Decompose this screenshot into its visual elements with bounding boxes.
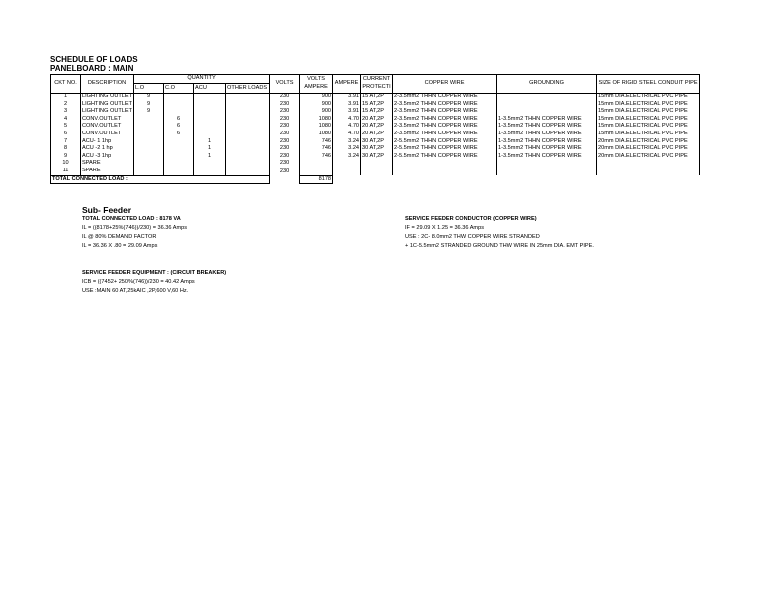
volts-cell: 230 xyxy=(270,101,300,108)
header-description: DESCRIPTION xyxy=(81,75,134,94)
volts-ampere-cell: 1080 xyxy=(300,131,333,138)
panelboard-label: PANELBOARD : MAIN xyxy=(50,64,134,73)
grounding-cell xyxy=(497,93,597,101)
acu-qty-cell: 1 xyxy=(194,153,226,160)
ckt-no-cell: 7 xyxy=(51,138,81,145)
other-loads-cell xyxy=(226,160,270,167)
header-conduit: SIZE OF RIGID STEEL CONDUIT PIPE xyxy=(597,75,700,94)
copper-wire-cell: 2-5.5mm2 THHN COPPER WIRE xyxy=(393,138,497,145)
header-co: C.O xyxy=(164,84,194,93)
service-conductor-title: SERVICE FEEDER CONDUCTOR (COPPER WIRE) xyxy=(405,216,537,222)
ampere-cell: 4.70 xyxy=(333,123,361,130)
volts-ampere-cell xyxy=(300,160,333,167)
copper-wire-cell: 2-5.5mm2 THHN COPPER WIRE xyxy=(393,153,497,160)
demand-factor-text: IL @ 80% DEMAND FACTOR xyxy=(82,234,157,240)
header-other-loads: OTHER LOADS xyxy=(226,84,270,93)
grounding-cell xyxy=(497,168,597,176)
current-protection-cell: 15 AT,2P xyxy=(361,93,393,101)
acu-qty-cell xyxy=(194,101,226,108)
ckt-no-cell: 2 xyxy=(51,101,81,108)
table-row xyxy=(51,93,700,101)
table-row xyxy=(51,138,700,145)
description-cell: LIGHTING OUTLET xyxy=(82,93,133,100)
ampere-cell: 4.70 xyxy=(333,116,361,123)
grounding-cell: 1-3.5mm2 THHN COPPER WIRE xyxy=(497,131,597,138)
table-row xyxy=(51,145,700,152)
copper-wire-cell xyxy=(393,160,497,167)
other-loads-cell xyxy=(226,101,270,108)
total-label: TOTAL CONNECTED LOAD : xyxy=(51,175,270,183)
volts-cell: 230 xyxy=(270,160,300,167)
table-row xyxy=(51,108,700,115)
lo-qty-cell xyxy=(134,123,164,130)
grounding-cell: 1-3.5mm2 THHN COPPER WIRE xyxy=(497,138,597,145)
header-copper-wire: COPPER WIRE xyxy=(393,75,497,94)
ampere-cell xyxy=(333,168,361,176)
header-row-1 xyxy=(51,75,700,84)
lo-qty-cell xyxy=(134,160,164,167)
copper-wire-cell: 2-3.5mm2 THHN COPPER WIRE xyxy=(393,101,497,108)
acu-qty-cell xyxy=(194,93,226,101)
ampere-cell: 3.91 xyxy=(333,101,361,108)
volts-ampere-cell: 1080 xyxy=(300,123,333,130)
volts-cell: 230 xyxy=(270,138,300,145)
ckt-no-cell: 5 xyxy=(51,123,81,130)
volts-ampere-cell: 746 xyxy=(300,153,333,160)
table-row xyxy=(51,123,700,130)
if-calculation: IF = 29.09 X 1.25 = 36.36 Amps xyxy=(405,225,484,231)
grounding-cell xyxy=(497,160,597,167)
ckt-no-cell: 9 xyxy=(51,153,81,160)
icb-calculation: ICB = ((7452+ 250%(746))/230 = 40.42 Amps xyxy=(82,279,195,285)
copper-wire-cell: 2-3.5mm2 THHN COPPER WIRE xyxy=(393,108,497,115)
description-cell: SPARE xyxy=(81,160,134,167)
volts-cell: 230 xyxy=(270,123,300,130)
conduit-cell: 15mm DIA.ELECTRICAL PVC PIPE xyxy=(597,116,700,123)
il-calculation: IL = ((8178+25%(746))/230) = 36.36 Amps xyxy=(82,225,188,231)
co-qty-cell xyxy=(164,101,194,108)
grounding-cell: 1-3.5mm2 THHN COPPER WIRE xyxy=(497,145,597,152)
ckt-no-cell: 1 xyxy=(51,93,81,101)
acu-qty-cell xyxy=(194,168,226,176)
conduit-cell: 15mm DIA.ELECTRICAL PVC PIPE xyxy=(597,123,700,130)
volts-ampere-cell: 746 xyxy=(300,138,333,145)
lo-qty-cell xyxy=(134,138,164,145)
co-qty-cell: 6 xyxy=(164,123,194,130)
current-protection-cell xyxy=(361,168,393,176)
copper-wire-cell: 2-3.5mm2 THHN COPPER WIRE xyxy=(393,123,497,130)
ampere-cell: 3.91 xyxy=(333,93,361,101)
header-quantity: QUANTITY xyxy=(134,75,270,84)
header-ampere: AMPERE xyxy=(333,75,361,94)
conductor-use-line-1: USE : 2C- 8.0mm2 THW COPPER WIRE STRANDED xyxy=(405,234,540,240)
current-protection-cell: 30 AT,2P xyxy=(361,153,393,160)
conduit-cell: 20mm DIA.ELECTRICAL PVC PIPE xyxy=(597,138,700,145)
co-qty-cell xyxy=(164,145,194,152)
co-qty-cell xyxy=(164,153,194,160)
grounding-cell: 1-3.5mm2 THHN COPPER WIRE xyxy=(497,123,597,130)
conduit-cell xyxy=(597,160,700,167)
breaker-use-text: USE :MAIN 60 AT,25kAIC ,2P,600 V,60 Hz. xyxy=(82,288,189,294)
other-loads-cell xyxy=(226,93,270,101)
table-row xyxy=(51,153,700,160)
copper-wire-cell: 2-3.5mm2 THHN COPPER WIRE xyxy=(393,93,497,101)
description-cell: ACU- 1 1hp xyxy=(81,138,134,145)
lo-qty-cell xyxy=(134,168,164,176)
lo-qty-cell xyxy=(134,131,164,138)
current-protection-cell: 20 AT,2P xyxy=(361,131,393,138)
il-demand-calculation: IL = 36.36 X .80 = 29.09 Amps xyxy=(82,243,158,249)
ampere-cell: 3.24 xyxy=(333,153,361,160)
header-current-top: CURRENT xyxy=(361,75,393,84)
acu-qty-cell: 1 xyxy=(194,145,226,152)
ckt-no-cell: 6 xyxy=(51,131,81,138)
description-cell: CONV.OUTLET xyxy=(81,131,134,138)
other-loads-cell xyxy=(226,145,270,152)
table-row xyxy=(51,160,700,167)
description-cell: SPARE xyxy=(81,168,134,176)
current-protection-cell: 15 AT,2P xyxy=(361,101,393,108)
header-lo: L.O xyxy=(134,84,164,93)
total-connected-load-text: TOTAL CONNECTED LOAD : 8178 VA xyxy=(82,216,181,222)
co-qty-cell xyxy=(164,93,194,101)
co-qty-cell xyxy=(164,138,194,145)
lo-qty-cell: 9 xyxy=(134,101,164,108)
volts-ampere-cell: 746 xyxy=(300,145,333,152)
current-protection-cell: 20 AT,2P xyxy=(361,123,393,130)
ckt-no-cell: 8 xyxy=(51,145,81,152)
table-row xyxy=(51,116,700,123)
conduit-cell: 15mm DIA.ELECTRICAL PVC PIPE xyxy=(597,108,700,115)
current-protection-cell xyxy=(361,160,393,167)
conductor-use-line-2: + 1C-5.5mm2 STRANDED GROUND THW WIRE IN 25mm DIA. EMT PIPE. xyxy=(405,243,594,249)
acu-qty-cell xyxy=(194,160,226,167)
service-feeder-equipment-title: SERVICE FEEDER EQUIPMENT : (CIRCUIT BREAKER) xyxy=(82,270,227,276)
conduit-cell: 15mm DIA.ELECTRICAL PVC PIPE xyxy=(597,131,700,138)
lo-qty-cell xyxy=(134,153,164,160)
current-protection-cell: 30 AT,2P xyxy=(361,145,393,152)
schedule-of-loads-table xyxy=(50,74,700,184)
volts-cell: 230 xyxy=(270,93,300,101)
volts-cell: 230 xyxy=(270,153,300,160)
total-row xyxy=(51,175,700,183)
acu-qty-cell xyxy=(194,108,226,115)
current-protection-cell: 20 AT,2P xyxy=(361,116,393,123)
co-qty-cell xyxy=(164,160,194,167)
other-loads-cell xyxy=(226,108,270,115)
ckt-no-cell: 3 xyxy=(51,108,81,115)
table-row xyxy=(51,101,700,108)
lo-qty-cell xyxy=(134,116,164,123)
conduit-cell: 15mm DIA.ELECTRICAL PVC PIPE xyxy=(597,93,700,101)
ampere-cell: 3.24 xyxy=(333,145,361,152)
ampere-cell: 3.91 xyxy=(333,108,361,115)
acu-qty-cell: 1 xyxy=(194,138,226,145)
conduit-cell: 20mm DIA.ELECTRICAL PVC PIPE xyxy=(597,153,700,160)
current-protection-cell: 15 AT,2P xyxy=(361,108,393,115)
acu-qty-cell xyxy=(194,116,226,123)
volts-ampere-cell: 1080 xyxy=(300,116,333,123)
ampere-cell: 4.70 xyxy=(333,131,361,138)
other-loads-cell xyxy=(226,116,270,123)
copper-wire-cell: 2-3.5mm2 THHN COPPER WIRE xyxy=(393,116,497,123)
header-volts-ampere-bottom: AMPERE xyxy=(300,84,333,93)
header-volts: VOLTS xyxy=(270,75,300,94)
description-cell: LIGHTING OUTLET xyxy=(82,108,133,115)
conduit-cell xyxy=(597,168,700,176)
description-cell: CONV.OUTLET xyxy=(81,116,134,123)
current-protection-cell: 30 AT,2P xyxy=(361,138,393,145)
volts-cell: 230 xyxy=(270,131,300,138)
acu-qty-cell xyxy=(194,123,226,130)
description-cell: LIGHTING OUTLET xyxy=(82,100,133,107)
sub-feeder-title: Sub- Feeder xyxy=(82,205,132,215)
volts-cell: 230 xyxy=(270,168,300,176)
copper-wire-cell xyxy=(393,168,497,176)
description-cell: ACU -3 1hp xyxy=(81,153,134,160)
schedule-body xyxy=(51,93,700,175)
copper-wire-cell: 2-3.5mm2 THHN COPPER WIRE xyxy=(393,131,497,138)
acu-qty-cell xyxy=(194,131,226,138)
header-volts-ampere-top: VOLTS xyxy=(300,75,333,84)
volts-ampere-cell xyxy=(300,168,333,176)
ckt-no-cell: 10 xyxy=(51,160,81,167)
other-loads-cell xyxy=(226,168,270,176)
lo-qty-cell: 9 xyxy=(134,108,164,115)
grounding-cell xyxy=(497,108,597,115)
header-acu: ACU xyxy=(194,84,226,93)
header-ckt-no: CKT NO. xyxy=(51,75,81,94)
schedule-title: SCHEDULE OF LOADS xyxy=(50,55,138,64)
header-current-bottom: PROTECTI xyxy=(361,84,393,93)
grounding-cell xyxy=(497,101,597,108)
grounding-cell: 1-3.5mm2 THHN COPPER WIRE xyxy=(497,153,597,160)
co-qty-cell: 6 xyxy=(164,116,194,123)
conduit-cell: 15mm DIA.ELECTRICAL PVC PIPE xyxy=(597,101,700,108)
co-qty-cell xyxy=(164,108,194,115)
description-cell: ACU -2 1 hp xyxy=(81,145,134,152)
ampere-cell xyxy=(333,160,361,167)
other-loads-cell xyxy=(226,138,270,145)
other-loads-cell xyxy=(226,123,270,130)
lo-qty-cell xyxy=(134,145,164,152)
volts-ampere-cell: 900 xyxy=(300,101,333,108)
ckt-no-cell: 4 xyxy=(51,116,81,123)
header-grounding: GROUNDING xyxy=(497,75,597,94)
description-cell: CONV.OUTLET xyxy=(81,123,134,130)
grounding-cell: 1-3.5mm2 THHN COPPER WIRE xyxy=(497,116,597,123)
volts-cell: 230 xyxy=(270,116,300,123)
other-loads-cell xyxy=(226,153,270,160)
ampere-cell: 3.24 xyxy=(333,138,361,145)
table-row xyxy=(51,131,700,138)
volts-cell: 230 xyxy=(270,108,300,115)
co-qty-cell xyxy=(164,168,194,176)
conduit-cell: 20mm DIA.ELECTRICAL PVC PIPE xyxy=(597,145,700,152)
total-va: 8178 xyxy=(300,175,333,183)
other-loads-cell xyxy=(226,131,270,138)
lo-qty-cell: 9 xyxy=(134,93,164,101)
volts-ampere-cell: 900 xyxy=(300,93,333,101)
ckt-no-cell: 11 xyxy=(51,168,81,176)
co-qty-cell: 6 xyxy=(164,131,194,138)
table-row xyxy=(51,168,700,176)
copper-wire-cell: 2-5.5mm2 THHN COPPER WIRE xyxy=(393,145,497,152)
volts-ampere-cell: 900 xyxy=(300,108,333,115)
volts-cell: 230 xyxy=(270,145,300,152)
